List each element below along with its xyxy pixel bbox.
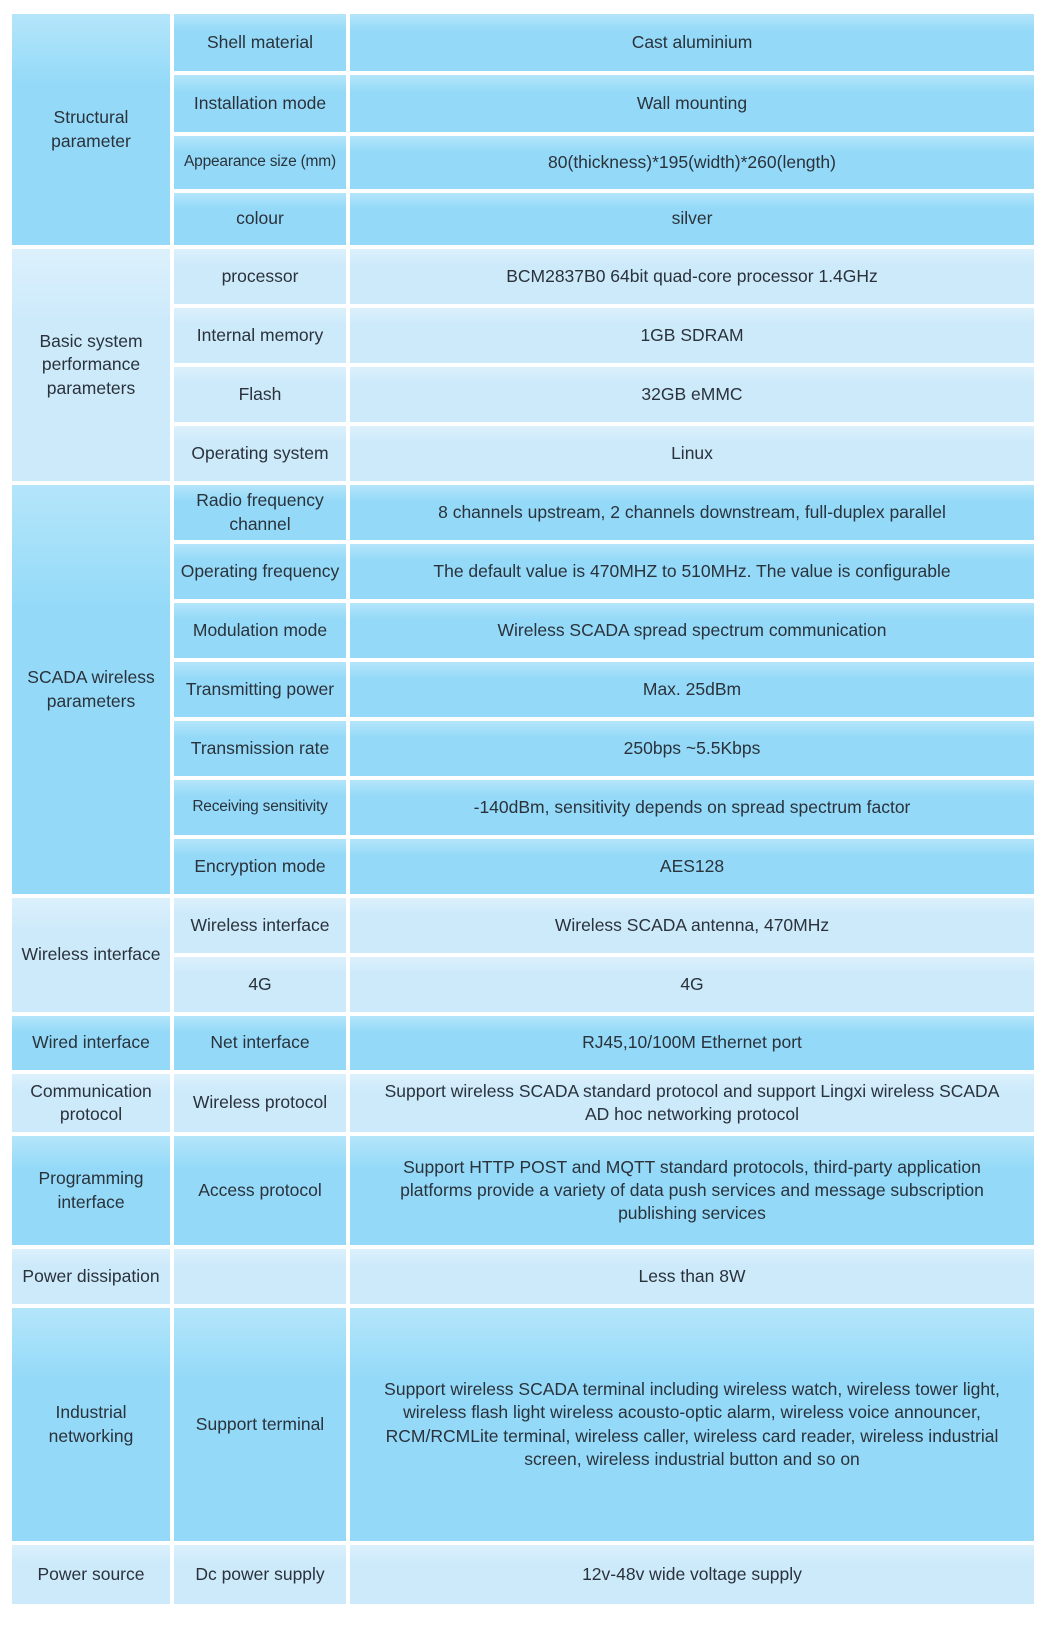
- table-row: [10, 483, 1036, 542]
- value-cell: 80(thickness)*195(width)*260(length): [348, 134, 1036, 191]
- value-cell: silver: [348, 191, 1036, 247]
- param-cell: Receiving sensitivity: [172, 778, 348, 837]
- param-cell: Dc power supply: [172, 1543, 348, 1606]
- table-row: [10, 1306, 1036, 1543]
- category-cell-wireless-interface: Wireless interface: [10, 896, 172, 1014]
- value-cell: 32GB eMMC: [348, 365, 1036, 424]
- value-cell: 12v-48v wide voltage supply: [348, 1543, 1036, 1606]
- param-cell: Appearance size (mm): [172, 134, 348, 191]
- value-cell: Support wireless SCADA terminal including wireless watch, wireless tower light, wireless flash light wireless acousto-optic alarm, wireless voice announcer, RCM/RCMLite terminal, wireless caller, wireless card reader, wireless industrial screen, wireless industrial button and so on: [348, 1306, 1036, 1543]
- param-cell-empty: [172, 1247, 348, 1306]
- param-cell: Encryption mode: [172, 837, 348, 896]
- table-row: [10, 1014, 1036, 1072]
- category-cell-scada-wireless: SCADA wireless parameters: [10, 483, 172, 896]
- param-cell: Support terminal: [172, 1306, 348, 1543]
- category-cell-power-source: Power source: [10, 1543, 172, 1606]
- value-cell: 4G: [348, 955, 1036, 1014]
- value-cell: Max. 25dBm: [348, 660, 1036, 719]
- table-row: [10, 247, 1036, 306]
- value-cell: BCM2837B0 64bit quad-core processor 1.4GHz: [348, 247, 1036, 306]
- param-cell: Installation mode: [172, 73, 348, 134]
- param-cell: processor: [172, 247, 348, 306]
- param-cell: Flash: [172, 365, 348, 424]
- param-cell: Operating frequency: [172, 542, 348, 601]
- category-cell-wired-interface: Wired interface: [10, 1014, 172, 1072]
- value-cell: The default value is 470MHZ to 510MHz. The value is configurable: [348, 542, 1036, 601]
- param-cell: Net interface: [172, 1014, 348, 1072]
- value-cell: 250bps ~5.5Kbps: [348, 719, 1036, 778]
- value-cell: Wireless SCADA antenna, 470MHz: [348, 896, 1036, 955]
- value-cell: -140dBm, sensitivity depends on spread spectrum factor: [348, 778, 1036, 837]
- param-cell: Wireless interface: [172, 896, 348, 955]
- param-cell: Transmission rate: [172, 719, 348, 778]
- value-cell: 1GB SDRAM: [348, 306, 1036, 365]
- param-cell: Radio frequency channel: [172, 483, 348, 542]
- value-cell: Support wireless SCADA standard protocol and support Lingxi wireless SCADA AD hoc networking protocol: [348, 1072, 1036, 1134]
- param-cell: Wireless protocol: [172, 1072, 348, 1134]
- value-cell: Less than 8W: [348, 1247, 1036, 1306]
- param-cell: Operating system: [172, 424, 348, 483]
- value-cell: AES128: [348, 837, 1036, 896]
- category-cell-structural-parameter: Structural parameter: [10, 12, 172, 247]
- value-cell: Support HTTP POST and MQTT standard protocols, third-party application platforms provide a variety of data push services and message subscription publishing services: [348, 1134, 1036, 1247]
- param-cell: 4G: [172, 955, 348, 1014]
- value-cell: 8 channels upstream, 2 channels downstream, full-duplex parallel: [348, 483, 1036, 542]
- category-cell-power-dissipation: Power dissipation: [10, 1247, 172, 1306]
- table-row: [10, 12, 1036, 73]
- value-cell: Wall mounting: [348, 73, 1036, 134]
- param-cell: Shell material: [172, 12, 348, 73]
- category-cell-basic-system: Basic system performance parameters: [10, 247, 172, 483]
- category-cell-communication-protocol: Communication protocol: [10, 1072, 172, 1134]
- value-cell: Cast aluminium: [348, 12, 1036, 73]
- value-cell: Linux: [348, 424, 1036, 483]
- param-cell: Modulation mode: [172, 601, 348, 660]
- table-row: [10, 896, 1036, 955]
- table-row: [10, 1543, 1036, 1606]
- product-specs-table: [8, 10, 1038, 1608]
- param-cell: colour: [172, 191, 348, 247]
- value-cell: Wireless SCADA spread spectrum communication: [348, 601, 1036, 660]
- param-cell: Transmitting power: [172, 660, 348, 719]
- category-cell-industrial-networking: Industrial networking: [10, 1306, 172, 1543]
- table-row: [10, 1247, 1036, 1306]
- table-row: [10, 1134, 1036, 1247]
- param-cell: Internal memory: [172, 306, 348, 365]
- value-cell: RJ45,10/100M Ethernet port: [348, 1014, 1036, 1072]
- param-cell: Access protocol: [172, 1134, 348, 1247]
- table-row: [10, 1072, 1036, 1134]
- category-cell-programming-interface: Programming interface: [10, 1134, 172, 1247]
